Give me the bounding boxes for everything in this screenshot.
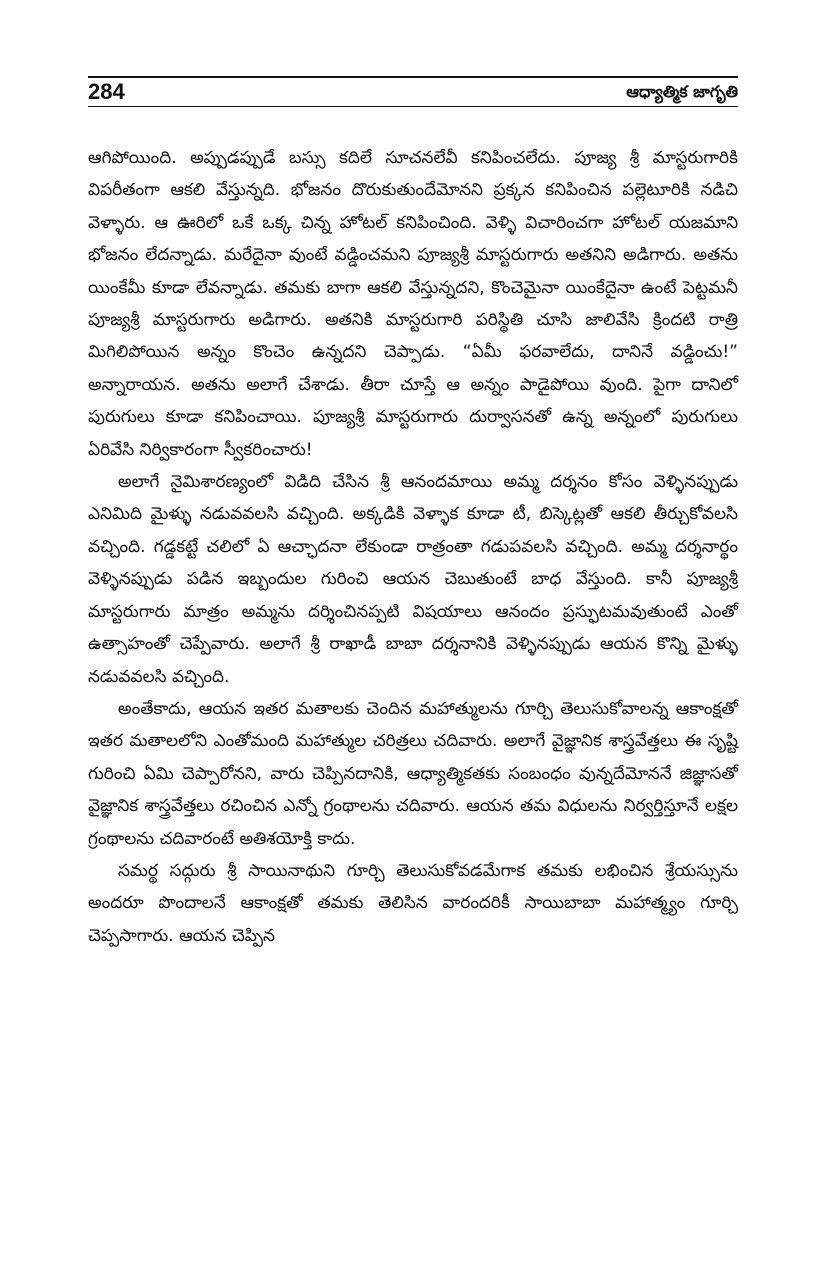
paragraph: ఆగిపోయింది. అప్పుడప్పుడే బస్సు కదిలే సూచనలేవీ కనిపించలేదు. పూజ్య శ్రీ మాస్టరుగారికి విపరీతంగా ఆకలి వేస్తున్నది. భోజనం దొరుకుతుందేమోనని ప్రక్కన కనిపించిన పల్లెటూరికి నడిచి వెళ్ళారు. ఆ ఊరిలో ఒకే ఒక్క చిన్న హోటల్ కనిపించింది. వెళ్ళి విచారించగా హోటల్ యజమాని భోజనం లేదన్నాడు. మరేదైనా వుంటే వడ్డించమని పూజ్యశ్రీ మాస్టరుగారు అతనిని అడిగారు. అతను యింకేమీ కూడా లేవన్నాడు. తమకు బాగా ఆకలి వేస్తున్నదని, కొంచెమైనా యింకేదైనా ఉంటే పెట్టమనీ పూజ్యశ్రీ మాస్టరుగారు అడిగారు. అతనికి మాస్టరుగారి పరిస్థితి చూసి జాలివేసి క్రిందటి రాత్రి మిగిలిపోయిన అన్నం కొంచెం ఉన్నదని చెప్పాడు. “ఏమీ ఫరవాలేదు, దానినే వడ్డించు!” అన్నారాయన. అతను అలాగే చేశాడు. తీరా చూస్తే ఆ అన్నం పాడైపోయి వుంది. పైగా దానిలో పురుగులు కూడా కనిపించాయి. పూజ్యశ్రీ మాస్టరుగారు దుర్వాసనతో ఉన్న అన్నంలో పురుగులు ఏరివేసి నిర్వికారంగా స్వీకరించారు! bbox=[88, 148, 738, 460]
page-header bbox=[88, 72, 738, 106]
running-title: ఆధ్యాత్మిక జాగృతి bbox=[626, 82, 738, 101]
page-body bbox=[88, 142, 738, 952]
header-top-rule bbox=[88, 76, 738, 78]
paragraph: అంతేకాదు, ఆయన ఇతర మతాలకు చెందిన మహాత్ములను గూర్చి తెలుసుకోవాలన్న ఆకాంక్షతో ఇతర మతాలలోని ఎంతోమంది మహాత్ముల చరిత్రలు చదివారు. అలాగే వైజ్ఞానిక శాస్త్రవేత్తలు ఈ సృష్టి గురించి ఏమి చెప్పారోనని, వారు చెప్పినదానికి, ఆధ్యాత్మికతకు సంబంధం వున్నదేమోననే జిజ్ఞాసతో వైజ్ఞానిక శాస్త్రవేత్తలు రచించిన ఎన్నో గ్రంథాలను చదివారు. ఆయన తమ విధులను నిర్వర్తిస్తూనే లక్షల గ్రంథాలను చదివారంటే అతిశయోక్తి కాదు. bbox=[88, 698, 738, 849]
paragraph: అలాగే నైమిశారణ్యంలో విడిది చేసిన శ్రీ ఆనందమాయి అమ్మ దర్శనం కోసం వెళ్ళినప్పుడు ఎనిమిది మైళ్ళు నడువవలసి వచ్చింది. అక్కడికి వెళ్ళాక కూడా టీ, బిస్కెట్లతో ఆకలి తీర్చుకోవలసి వచ్చింది. గడ్డకట్టే చలిలో ఏ ఆచ్ఛాదనా లేకుండా రాత్రంతా గడుపవలసి వచ్చింది. అమ్మ దర్శనార్థం వెళ్ళినప్పుడు పడిన ఇబ్బందుల గురించి ఆయన చెబుతుంటే బాధ వేస్తుంది. కానీ పూజ్యశ్రీ మాస్టరుగారు మాత్రం అమ్మను దర్శించినప్పటి విషయాలు ఆనందం ప్రస్ఫుటమవుతుంటే ఎంతో ఉత్సాహంతో చెప్పేవారు. అలాగే శ్రీ రాఖాడీ బాబా దర్శనానికి వెళ్ళినప్పుడు ఆయన కొన్ని మైళ్ళు నడువవలసి వచ్చింది. bbox=[88, 472, 738, 687]
book-page bbox=[88, 72, 738, 946]
page-number: 284 bbox=[88, 79, 125, 104]
paragraph: సమర్థ సద్గురు శ్రీ సాయినాథుని గూర్చి తెలుసుకోవడమేగాక తమకు లభించిన శ్రేయస్సును అందరూ పొందాలనే ఆకాంక్షతో తమకు తెలిసిన వారందరికీ సాయిబాబా మహాత్మ్యం గూర్చి చెప్పసాగారు. ఆయన చెప్పిన bbox=[88, 860, 738, 946]
header-bottom-rule bbox=[88, 106, 738, 107]
